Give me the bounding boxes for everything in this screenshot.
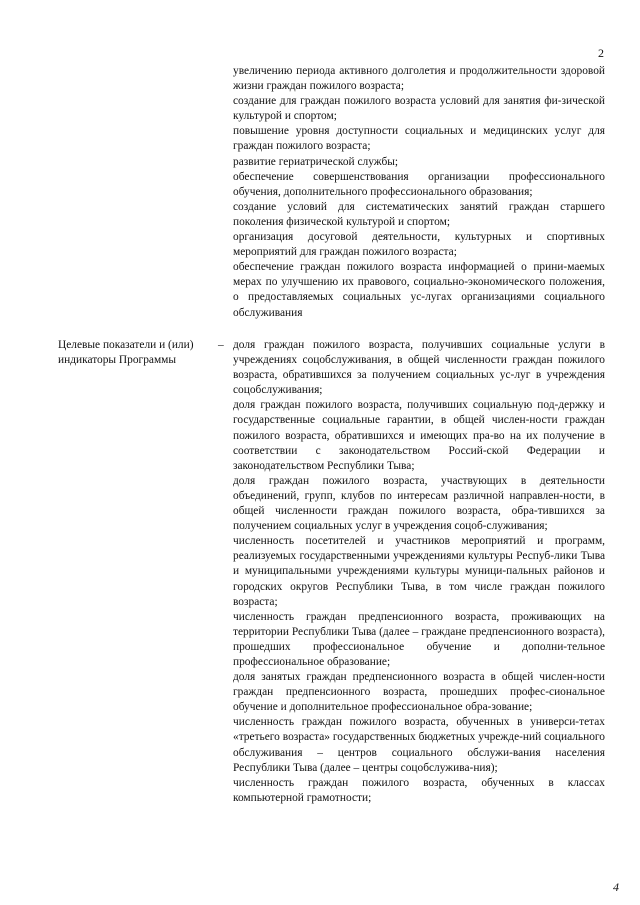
list-item: численность граждан пожилого возраста, обученных в классах компьютерной грамотности;	[233, 776, 605, 804]
label-dash: –	[218, 339, 224, 351]
page-number: 2	[598, 46, 604, 60]
list-item: численность граждан пожилого возраста, обученных в универси-тетах «третьего возраста» государственных бюджетных учрежде-ний социального обслуживания – центров социального обслужи-вания населения Республики Тыва (далее – центры соцобслужива-ния);	[233, 716, 605, 774]
list-item: создание для граждан пожилого возраста условий для занятия фи-зической культурой и спортом;	[233, 95, 605, 123]
indicators-list	[233, 338, 605, 806]
list-item: численность граждан предпенсионного возраста, проживающих на территории Республики Тыва (далее – граждане предпенсионного возраста), прошедших профессиональное обучение и дополни-тельное профессиональное образование;	[233, 610, 605, 668]
list-item: доля занятых граждан предпенсионного возраста в общей числен-ности граждан предпенсионного возраста, прошедших профес-сиональное обучение и дополнительное профессиональное обра-зование;	[233, 671, 605, 714]
list-item: доля граждан пожилого возраста, участвующих в деятельности объединений, групп, клубов по интересам различной направлен-ности, в общей численности граждан пожилого возраста, обра-тившихся за получением социальных услуг в учреждения соцоб-служивания;	[233, 474, 605, 533]
handwritten-mark: 4	[613, 880, 619, 894]
list-item: обеспечение граждан пожилого возраста информацией о прини-маемых мерах по улучшению их правового, социально-экономического положения, о предоставляемых социальных ус-лугах организациями социального обслуживания	[233, 261, 605, 319]
list-item: доля граждан пожилого возраста, получивших социальную под-держку и государственные социальные гарантии, в общей числен-ности граждан пожилого возраста, обратившихся и имеющих пра-во на их получение в соответствии с законодательством Россий-ской Федерации и законодательством Республики Тыва;	[233, 399, 605, 472]
list-item: обеспечение совершенствования организации профессионального обучения, дополнительного профессионального образования;	[233, 170, 605, 198]
list-item: доля граждан пожилого возраста, получивших социальные услуги в учреждениях соцобслуживания, в общей численности граждан пожилого возраста, обратившихся за получением социальных ус-луг в учреждения соцобслуживания;	[233, 339, 605, 397]
list-item: организация досуговой деятельности, культурных и спортивных мероприятий для граждан пожилого возраста;	[233, 231, 605, 259]
indicators-label: Целевые показатели и (или) индикаторы Программы	[58, 339, 194, 367]
list-item: создание условий для систематических занятий граждан старшего поколения физической культурой и спортом;	[233, 200, 605, 228]
list-item: численность посетителей и участников мероприятий и программ, реализуемых государственными учреждениями культуры Респуб-лики Тыва и муниципальными учреждениями культуры муници-пальных районов и городских округов Республики Тыва, в том числе граждан пожилого возраста;	[233, 535, 605, 608]
program-tasks-list	[233, 64, 605, 321]
list-item: повышение уровня доступности социальных и медицинских услуг для граждан пожилого возраста;	[233, 125, 605, 153]
list-item: развитие гериатрической службы;	[233, 155, 399, 168]
list-item: увеличению периода активного долголетия и продолжительности здоровой жизни граждан пожилого возраста;	[233, 65, 605, 93]
